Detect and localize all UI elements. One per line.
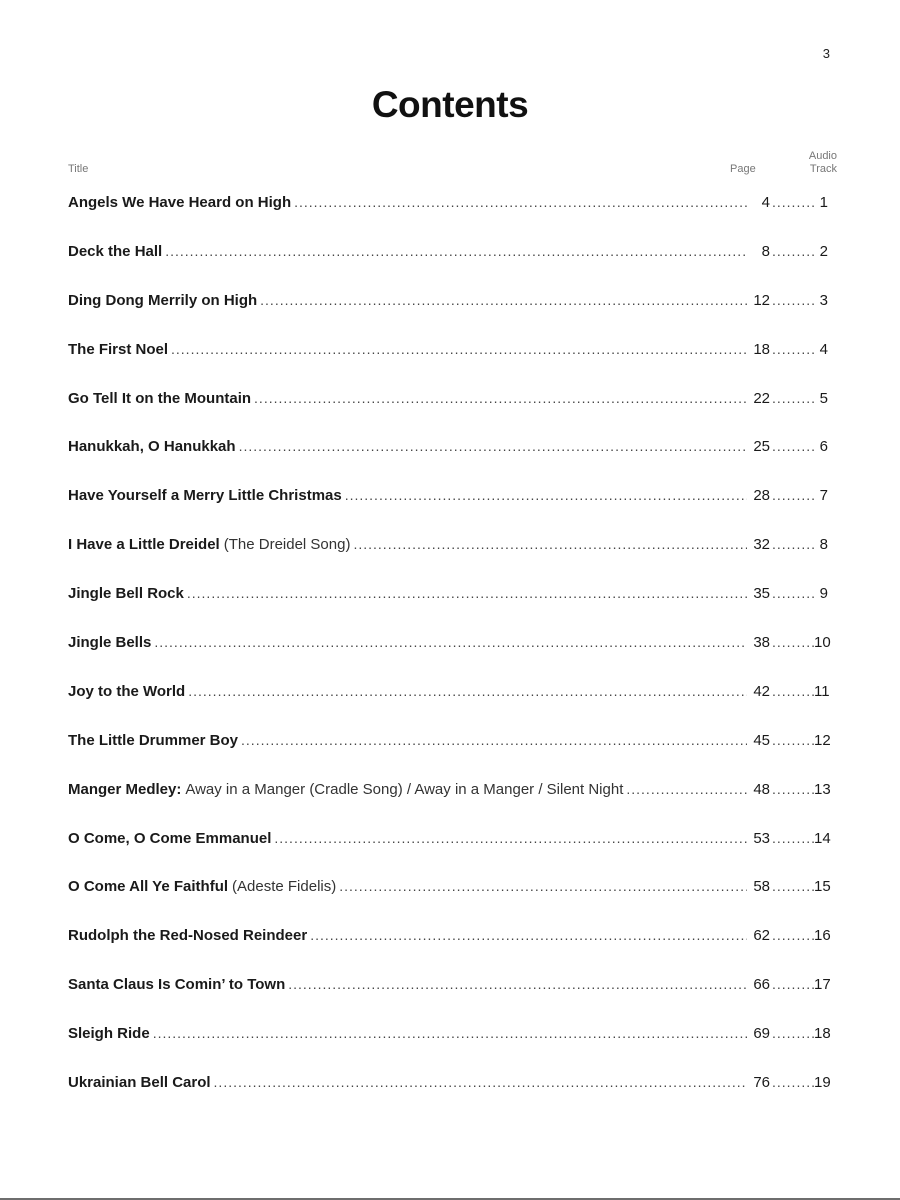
toc-entry-track: 14 <box>814 829 831 847</box>
dot-leader-track <box>772 873 814 899</box>
toc-entry-page: 28 <box>753 487 770 505</box>
dot-leader-track <box>772 629 814 655</box>
dot-leader-track <box>772 825 814 851</box>
toc-entry-track: 7 <box>819 487 828 505</box>
toc-row[interactable] <box>68 385 828 434</box>
toc-entry-line <box>68 971 831 998</box>
dot-leader <box>188 678 747 704</box>
toc-entry-title: Ukrainian Bell Carol <box>68 1074 211 1092</box>
toc-entry-title: Go Tell It on the Mountain <box>68 389 252 407</box>
toc-entry-line <box>68 189 828 216</box>
toc-entry-line <box>68 238 828 265</box>
toc-entry-subtitle: (The Dreidel Song) <box>223 536 351 554</box>
dot-leader-track <box>772 922 814 948</box>
toc-entry-title: O Come All Ye Faithful <box>68 878 229 896</box>
dot-leader-track <box>772 482 814 508</box>
toc-row[interactable] <box>68 1020 831 1069</box>
toc-entry-page: 66 <box>753 976 770 994</box>
toc-row[interactable] <box>68 189 828 238</box>
toc-entry-track: 12 <box>814 731 831 749</box>
dot-leader <box>154 629 747 655</box>
dot-leader-track <box>772 1069 814 1095</box>
toc-row[interactable] <box>68 825 831 874</box>
dot-leader <box>274 825 747 851</box>
toc-entry-page: 4 <box>761 194 770 211</box>
dot-leader-track <box>772 678 814 704</box>
dot-leader-track <box>772 971 814 997</box>
toc-entry-track: 11 <box>814 682 830 700</box>
toc-entry-line <box>68 629 831 656</box>
dot-leader <box>241 727 747 753</box>
dot-leader <box>165 238 747 264</box>
toc-entry-page: 18 <box>753 340 770 358</box>
toc-row[interactable] <box>68 580 828 629</box>
toc-entry-page: 35 <box>753 585 770 603</box>
toc-entry-subtitle: Away in a Manger (Cradle Song) / Away in a Manger / Silent Night <box>185 780 624 798</box>
toc-row[interactable] <box>68 531 828 580</box>
toc-row[interactable] <box>68 433 828 482</box>
toc-entry-track: 2 <box>819 242 828 260</box>
toc-entry-page: 76 <box>753 1074 770 1092</box>
toc-entry-line <box>68 1020 831 1047</box>
toc-entry-page: 42 <box>753 682 770 700</box>
dot-leader-track <box>772 385 814 411</box>
dot-leader <box>260 287 747 313</box>
dot-leader-track <box>772 776 814 802</box>
toc-entry-title: The Little Drummer Boy <box>68 731 239 749</box>
toc-entry-title: The First Noel <box>68 340 169 358</box>
dot-leader-track <box>772 531 814 557</box>
dot-leader-track <box>772 189 814 215</box>
dot-leader <box>339 873 747 899</box>
page-number: 3 <box>822 46 830 61</box>
toc-entry-track: 4 <box>819 340 828 358</box>
toc-entry-subtitle: (Adeste Fidelis) <box>232 878 337 896</box>
toc-entry-page: 45 <box>753 731 770 749</box>
toc-entry-page: 58 <box>753 878 770 896</box>
toc-entry-page: 38 <box>753 634 770 652</box>
toc-entry-page: 32 <box>753 536 770 554</box>
toc-entry-page: 22 <box>753 389 770 407</box>
dot-leader <box>310 922 747 948</box>
dot-leader <box>626 776 747 802</box>
dot-leader-track <box>772 580 814 606</box>
toc-entry-track: 8 <box>819 536 828 554</box>
toc-entry-title: Sleigh Ride <box>68 1025 150 1043</box>
toc-entry-track: 1 <box>819 194 828 211</box>
toc-entry-track: 15 <box>814 878 831 896</box>
column-header-page: Page <box>730 163 756 175</box>
toc-row[interactable] <box>68 1069 831 1118</box>
toc-entry-track: 13 <box>814 780 831 798</box>
toc-entry-track: 19 <box>814 1074 831 1092</box>
toc-row[interactable] <box>68 238 828 287</box>
column-header-audio-label: Audio <box>808 150 837 162</box>
toc-entry-title: Jingle Bells <box>68 634 152 652</box>
toc-entry-title: Ding Dong Merrily on High <box>68 291 258 309</box>
page-title: Contents <box>371 84 529 125</box>
dot-leader <box>171 336 747 362</box>
toc-row[interactable] <box>68 287 828 336</box>
toc-entry-page: 53 <box>753 829 770 847</box>
dot-leader <box>153 1020 747 1046</box>
toc-entry-page: 48 <box>753 780 770 798</box>
toc-entry-page: 12 <box>753 291 770 309</box>
column-header-audio-track <box>795 150 837 176</box>
dot-leader-track <box>772 238 814 264</box>
dot-leader <box>353 531 747 557</box>
dot-leader <box>187 580 747 606</box>
toc-row[interactable] <box>68 727 831 776</box>
toc-entry-track: 3 <box>819 291 828 309</box>
toc-entry-line <box>68 433 828 460</box>
toc-entry-page: 8 <box>761 242 770 260</box>
toc-entry-title: Jingle Bell Rock <box>68 585 184 603</box>
dot-leader-track <box>772 727 814 753</box>
toc-entry-line <box>68 873 831 900</box>
toc-entry-line <box>68 922 831 949</box>
toc-row[interactable] <box>68 971 831 1020</box>
toc-entry-page: 62 <box>753 927 770 945</box>
toc-row[interactable] <box>68 482 828 531</box>
toc-row[interactable] <box>68 678 828 727</box>
toc-entry-line <box>68 776 831 803</box>
toc-entry-title: Rudolph the Red-Nosed Reindeer <box>68 927 308 945</box>
toc-entry-track: 17 <box>814 976 831 994</box>
dot-leader <box>214 1069 747 1095</box>
dot-leader-track <box>772 433 814 459</box>
toc-entry-title: Joy to the World <box>68 682 186 700</box>
dot-leader-track <box>772 287 814 313</box>
toc-row[interactable] <box>68 336 828 385</box>
dot-leader <box>239 433 747 459</box>
toc-entry-track: 6 <box>819 438 828 456</box>
toc-entry-line <box>68 287 828 314</box>
toc-entry-line <box>68 531 828 558</box>
toc-entry-title: Deck the Hall <box>68 242 163 260</box>
toc-entry-track: 9 <box>819 585 828 603</box>
toc-entry-line <box>68 336 828 363</box>
dot-leader-track <box>772 336 814 362</box>
dot-leader <box>345 482 747 508</box>
toc-entry-line <box>68 580 828 607</box>
toc-entry-track: 18 <box>814 1025 831 1043</box>
toc-entry-line <box>68 727 831 754</box>
toc-entry-line <box>68 1069 831 1096</box>
dot-leader <box>254 385 747 411</box>
toc-row[interactable] <box>68 873 831 922</box>
toc-entry-title: Manger Medley: <box>68 780 182 798</box>
toc-entry-track: 5 <box>819 389 828 407</box>
toc-entry-line <box>68 678 828 705</box>
dot-leader <box>294 189 747 215</box>
dot-leader-track <box>772 1020 814 1046</box>
toc-entry-title: O Come, O Come Emmanuel <box>68 829 272 847</box>
toc-entry-title: Santa Claus Is Comin’ to Town <box>68 976 286 994</box>
toc-row[interactable] <box>68 629 831 678</box>
column-header-title: Title <box>68 163 89 175</box>
toc-entry-page: 69 <box>753 1025 770 1043</box>
toc-entry-track: 16 <box>814 927 831 945</box>
table-of-contents <box>68 189 831 1118</box>
toc-entry-page: 25 <box>753 438 770 456</box>
dot-leader <box>288 971 747 997</box>
toc-entry-line <box>68 385 828 412</box>
toc-entry-line <box>68 825 831 852</box>
toc-entry-title: Have Yourself a Merry Little Christmas <box>68 487 342 505</box>
toc-entry-line <box>68 482 828 509</box>
toc-entry-track: 10 <box>814 634 831 652</box>
toc-entry-title: I Have a Little Dreidel <box>68 536 220 554</box>
toc-row[interactable] <box>68 922 831 971</box>
column-header-track-label: Track <box>809 163 837 175</box>
toc-row[interactable] <box>68 776 831 825</box>
toc-entry-title: Hanukkah, O Hanukkah <box>68 438 236 456</box>
toc-entry-title: Angels We Have Heard on High <box>68 194 292 211</box>
